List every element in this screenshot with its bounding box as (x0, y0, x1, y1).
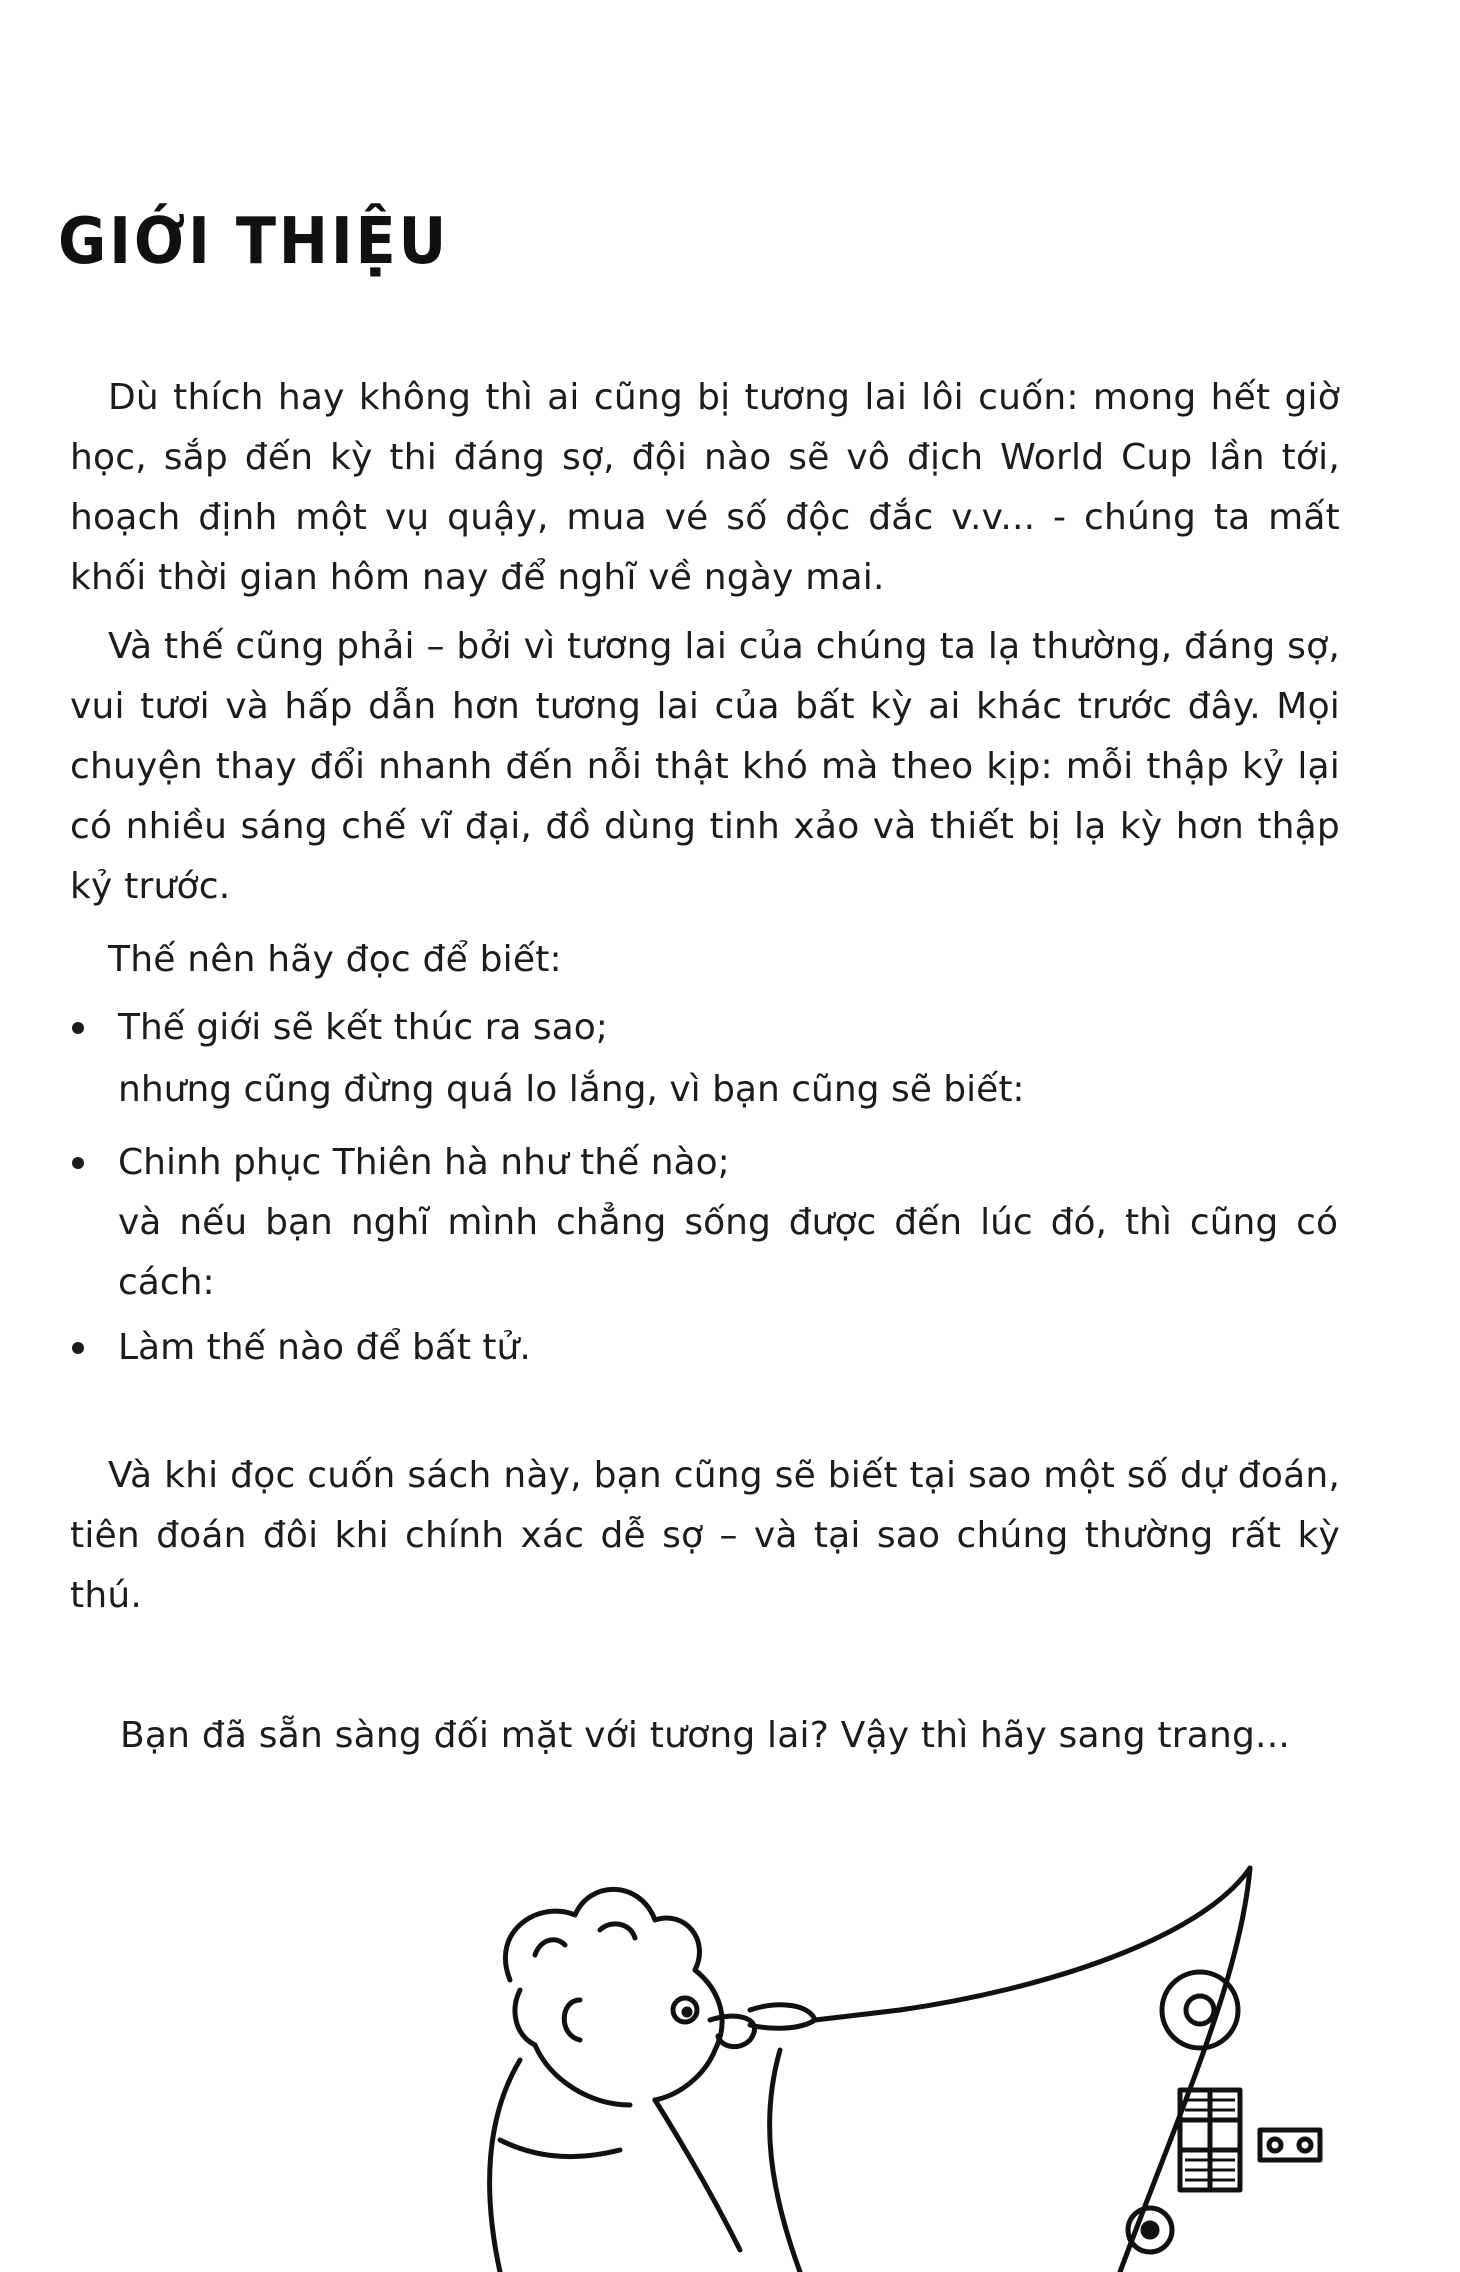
bullet-dot-icon (72, 1022, 84, 1034)
intro-paragraph-2: Và thế cũng phải – bởi vì tương lai của chúng ta lạ thường, đáng sợ, vui tươi và hấp dẫn hơn tương lai của bất kỳ ai khác trước đây. Mọi chuyện thay đổi nhanh đến nỗi thật khó mà theo kịp: mỗi thập kỷ lại có nhiều sáng chế vĩ đại, đồ dùng tinh xảo và thiết bị lạ kỳ hơn thập kỷ trước. (70, 626, 1340, 907)
closing-line: Bạn đã sẵn sàng đối mặt với tương lai? Vậy thì hãy sang trang... (120, 1715, 1290, 1756)
intro-lead-line: Thế nên hãy đọc để biết: (108, 939, 562, 980)
bullet-dot-icon (72, 1342, 84, 1354)
bullet-dot-icon (72, 1157, 84, 1169)
bullet-continuation-1: nhưng cũng đừng quá lo lắng, vì bạn cũng sẽ biết: (118, 1069, 1025, 1110)
bullet-text: Làm thế nào để bất tử. (118, 1327, 531, 1368)
bullet-text: Thế giới sẽ kết thúc ra sao; (118, 1007, 608, 1048)
intro-paragraph-1: Dù thích hay không thì ai cũng bị tương lai lôi cuốn: mong hết giờ học, sắp đến kỳ thi đáng sợ, đội nào sẽ vô địch World Cup lần tới, hoạch định một vụ quậy, mua vé số độc đắc v.v... - chúng ta mất khối thời gian hôm nay để nghĩ về ngày mai. (70, 377, 1340, 598)
bullet-text: Chinh phục Thiên hà như thế nào; (118, 1142, 730, 1183)
cartoon-boy-peeking-under-page-icon (480, 1860, 1360, 2272)
page-title: GIỚI THIỆU (58, 205, 450, 279)
intro-paragraph-3: Và khi đọc cuốn sách này, bạn cũng sẽ biết tại sao một số dự đoán, tiên đoán đôi khi chính xác dễ sợ – và tại sao chúng thường rất kỳ thú. (70, 1455, 1340, 1616)
bullet-continuation-2: và nếu bạn nghĩ mình chẳng sống được đến lúc đó, thì cũng có cách: (118, 1202, 1338, 1303)
